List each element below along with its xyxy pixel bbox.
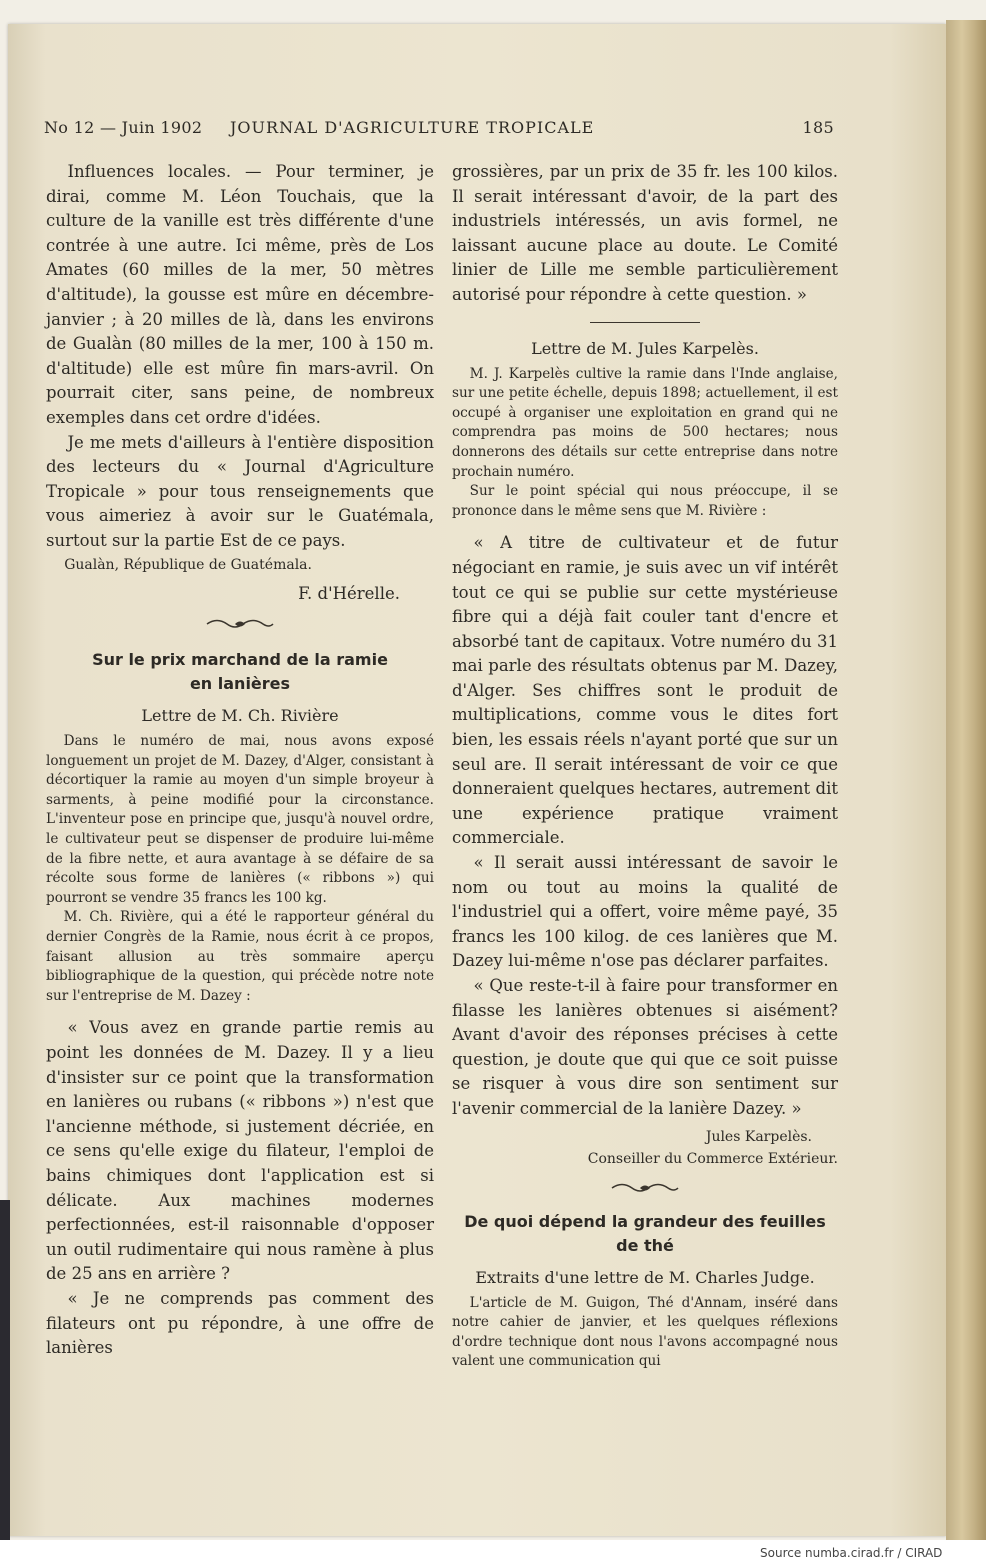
karpeles-quote-2: « Il serait aussi intéressant de savoir le nom ou tout au moins la qualité de l'industriel qui a offert, voire même payé, 35 francs les 100 kilog. de ces lanières que M. Dazey lui-même n'ose pas déclarer parfaites. bbox=[452, 853, 838, 971]
riviere-quote-1: « Vous avez en grande partie remis au point les données de M. Dazey. Il y a lieu d'insister sur ce point que la transformation en lanières ou rubans (« ribbons ») n'est que l'ancienne méthode, si justement décriée, en ce sens qu'elle exige du filateur, l'emploi de bains chimiques dont l'application est si délicate. Aux machines modernes perfectionnées, est-il raisonnable d'opposer un outil rudimentaire qui nous ramène à plus de 25 ans en arrière ? bbox=[46, 1018, 434, 1284]
letter-title-riviere: Lettre de M. Ch. Rivière bbox=[141, 706, 339, 726]
ornament-divider-2 bbox=[452, 1180, 838, 1202]
article2-heading-line-1: De quoi dépend la grandeur des feuilles bbox=[464, 1211, 826, 1231]
intro-paragraph-1: Dans le numéro de mai, nous avons exposé longuement un projet de M. Dazey, d'Alger, consistant à décortiquer la ramie au moyen d'un simple broyeur à sarments, à peine modifié pour la circonstance. L'inventeur pose en principe que, jusqu'à nouvel ordre, le cultivateur peut se dispenser de produire lui-même de la fibre nette, et aura avantage à se défaire de sa récolte sous forme de lanières (« ribbons ») qui pourront se vendre 35 francs les 100 kg. bbox=[46, 733, 434, 906]
riviere-quote-2: « Je ne comprends pas comment des filateurs ont pu répondre, à une offre de lanières bbox=[46, 1288, 434, 1358]
signature-herelle: F. d'Hérelle. bbox=[298, 583, 400, 603]
place-line: Gualàn, République de Guatémala. bbox=[64, 556, 312, 573]
ornament-divider bbox=[46, 616, 434, 638]
influences-paragraph-2: Je me mets d'ailleurs à l'entière disposition des lecteurs du « Journal d'Agriculture Tropicale » pour tous renseignements que vous aimeriez à avoir sur le Guatémala, surtout sur la partie Est de ce pays. bbox=[46, 432, 434, 550]
article-heading-line-2: en lanières bbox=[189, 674, 291, 694]
karpeles-intro-1: M. J. Karpelès cultive la ramie dans l'Inde anglaise, sur une petite échelle, depuis 1898; actuellement, il est occupé à organiser une exploitation en grand qui ne comprendra pas moins de 500 hectares; nous donnerons des détails sur cette entreprise dans notre prochain numéro. bbox=[452, 365, 838, 480]
left-column bbox=[46, 160, 434, 1361]
issue-label: No 12 — Juin 1902 bbox=[44, 118, 203, 137]
continued-paragraph: grossières, par un prix de 35 fr. les 100 kilos. Il serait intéressant d'avoir, de la part des industriels intéressés, un avis formel, ne laissant aucune place au doute. Le Comité linier de Lille me semble particulièrement autorisé pour répondre à cette question. » bbox=[452, 162, 838, 304]
book-spine bbox=[0, 1200, 10, 1540]
article-heading-line-1: Sur le prix marchand de la ramie bbox=[92, 650, 388, 670]
section-rule bbox=[590, 322, 700, 323]
signature-title: Conseiller du Commerce Extérieur. bbox=[587, 1150, 838, 1167]
ornament-icon bbox=[610, 1180, 680, 1196]
judge-paragraph-1: L'article de M. Guigon, Thé d'Annam, inséré dans notre cahier de janvier, et les quelques réflexions d'ordre technique dont nous l'avons accompagné nous valent une communication qui bbox=[452, 1294, 838, 1370]
letter-title-karpeles: Lettre de M. Jules Karpelès. bbox=[531, 338, 759, 358]
signature-karpeles: Jules Karpelès. bbox=[705, 1128, 812, 1145]
karpeles-quote-3: « Que reste-t-il à faire pour transformer en filasse les lanières obtenues si aisément? Avant d'avoir des réponses précises à cette question, je doute que qui que ce soit puisse se risquer à vous dire son sentiment sur l'avenir commercial de la lanière Dazey. » bbox=[452, 976, 838, 1118]
source-credit: Source numba.cirad.fr / CIRAD bbox=[760, 1546, 943, 1560]
article2-heading-line-2: de thé bbox=[616, 1235, 674, 1255]
letter-title-judge: Extraits d'une lettre de M. Charles Judge. bbox=[475, 1267, 815, 1287]
page-number: 185 bbox=[802, 118, 834, 137]
karpeles-intro-2: Sur le point spécial qui nous préoccupe, il se prononce dans le même sens que M. Rivière : bbox=[452, 483, 838, 519]
journal-title: JOURNAL D'AGRICULTURE TROPICALE bbox=[230, 118, 595, 137]
influences-paragraph-1: Influences locales. — Pour terminer, je dirai, comme M. Léon Touchais, que la culture de la vanille est très différente d'une contrée à une autre. Ici même, près de Los Amates (60 milles de la mer, 50 mètres d'altitude), la gousse est mûre en décembre-janvier ; à 20 milles de là, dans les environs de Gualàn (80 milles de la mer, 100 à 150 m. d'altitude) elle est mûre fin mars-avril. On pourrait citer, sans peine, de nombreux exemples dans cet ordre d'idées. bbox=[46, 162, 434, 427]
karpeles-quote-1: « A titre de cultivateur et de futur négociant en ramie, je suis avec un vif intérêt tout ce qui se publie sur cette mystérieuse fibre qui a déjà fait couler tant d'encre et absorbé tant de capitaux. Votre numéro du 31 mai parle des résultats obtenus par M. Dazey, d'Alger. Ses chiffres sont le produit de multiplications, comme vous le dites fort bien, les essais réels n'ayant porté que sur un seul are. Il serait intéressant de voir ce que donneraient quelques hectares, autrement dit une expérience pratique vraiment commerciale. bbox=[452, 533, 838, 848]
right-column bbox=[452, 160, 838, 1372]
intro-paragraph-2: M. Ch. Rivière, qui a été le rapporteur général du dernier Congrès de la Ramie, nous écrit à ce propos, faisant allusion au très sommaire aperçu bibliographique de la question, qui précède notre note sur l'entreprise de M. Dazey : bbox=[46, 909, 434, 1004]
ornament-icon bbox=[205, 616, 275, 632]
page-edge bbox=[946, 20, 986, 1540]
